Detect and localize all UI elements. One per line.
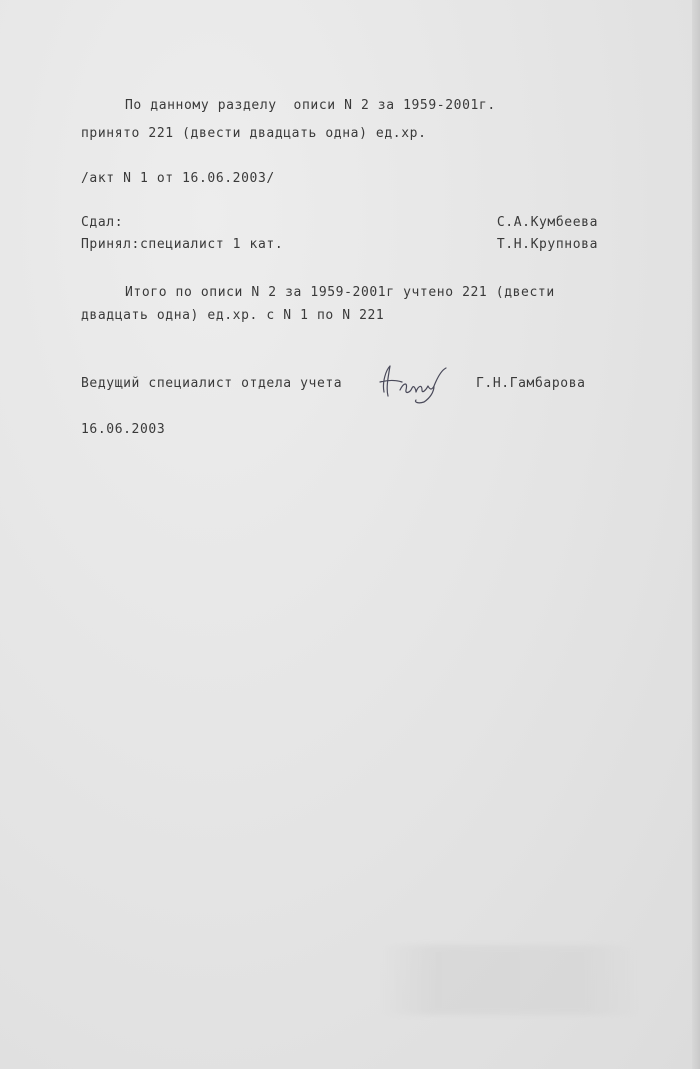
received-label: Принял:специалист 1 кат. — [81, 237, 284, 252]
total-line-2: двадцать одна) ед.хр. с N 1 по N 221 — [81, 308, 385, 323]
handwritten-signature — [376, 360, 456, 410]
handed-over-name: С.А.Кумбеева — [496, 215, 598, 230]
document-date: 16.06.2003 — [81, 422, 166, 437]
act-reference: /акт N 1 от 16.06.2003/ — [81, 171, 275, 186]
total-line-1: Итого по описи N 2 за 1959-2001г учтено 221 (двести — [125, 285, 555, 300]
lead-specialist-label: Ведущий специалист отдела учета — [81, 376, 343, 391]
inventory-line-2: принято 221 (двести двадцать одна) ед.хр. — [81, 126, 427, 141]
page-edge — [692, 0, 700, 1069]
bleed-through-mark — [380, 945, 640, 1015]
received-name: Т.Н.Крупнова — [496, 237, 598, 252]
inventory-line-1: По данному разделу описи N 2 за 1959-2001г. — [125, 98, 496, 113]
lead-specialist-name: Г.Н.Гамбарова — [476, 376, 586, 391]
handed-over-label: Сдал: — [81, 215, 124, 230]
